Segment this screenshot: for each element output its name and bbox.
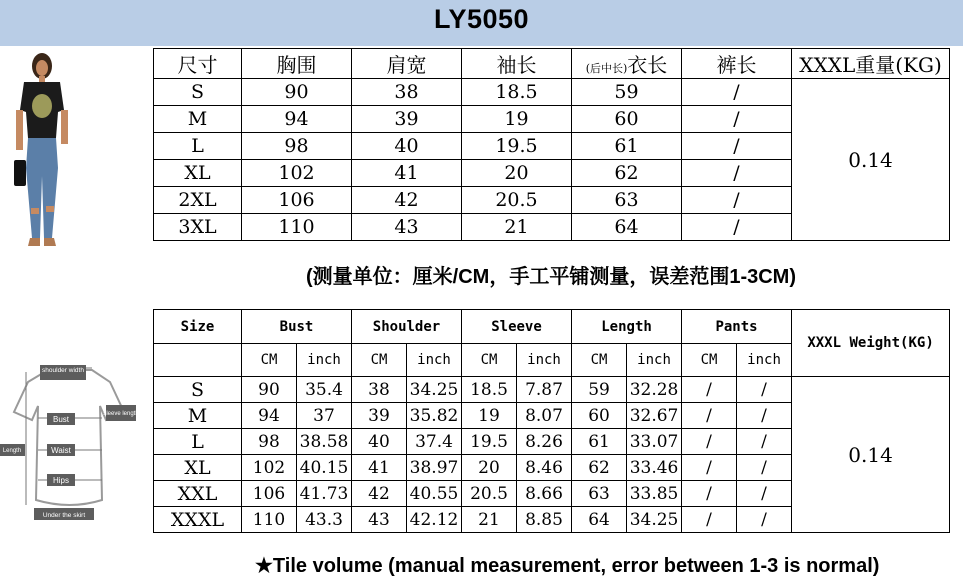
en-cell: / — [737, 481, 792, 507]
cn-header-bust: 胸围 — [242, 49, 352, 79]
en-cell: 60 — [572, 403, 627, 429]
en-cell: 7.87 — [517, 377, 572, 403]
en-cell: 35.4 — [297, 377, 352, 403]
en-subheader-empty — [154, 344, 242, 377]
en-cell: 63 — [572, 481, 627, 507]
en-cell: 42 — [352, 481, 407, 507]
en-cell-size: XL — [154, 455, 242, 481]
table-row — [154, 377, 950, 403]
cn-cell-length: 64 — [572, 214, 682, 241]
cn-header-pants: 裤长 — [682, 49, 792, 79]
cn-cell-size: 2XL — [154, 187, 242, 214]
en-cell-size: S — [154, 377, 242, 403]
en-cell: 41 — [352, 455, 407, 481]
diagram-length-label: Length — [2, 448, 22, 454]
en-cell: 20.5 — [462, 481, 517, 507]
en-cell: 32.67 — [627, 403, 682, 429]
cn-header-length-label: 衣长 — [627, 53, 668, 77]
page-title: LY5050 — [433, 4, 530, 34]
en-cell: / — [737, 429, 792, 455]
cn-cell-shoulder: 39 — [352, 106, 462, 133]
en-cell: 102 — [242, 455, 297, 481]
cn-cell-bust: 90 — [242, 79, 352, 106]
table-row — [154, 79, 950, 106]
en-header-size: Size — [154, 310, 242, 344]
en-cell: 43 — [352, 507, 407, 533]
en-cell: / — [682, 481, 737, 507]
en-cell: 39 — [352, 403, 407, 429]
en-cell: / — [737, 377, 792, 403]
cn-cell-bust: 94 — [242, 106, 352, 133]
cn-cell-size: XL — [154, 160, 242, 187]
en-cell: 33.85 — [627, 481, 682, 507]
en-header-sleeve: Sleeve — [462, 310, 572, 344]
en-cell: 8.26 — [517, 429, 572, 455]
en-cell-size: XXXL — [154, 507, 242, 533]
en-cell: / — [737, 455, 792, 481]
en-cell: 64 — [572, 507, 627, 533]
en-cell: 43.3 — [297, 507, 352, 533]
en-cell: / — [682, 507, 737, 533]
en-cell: / — [682, 403, 737, 429]
cn-cell-size: L — [154, 133, 242, 160]
diagram-shoulder-label: shoulder width — [42, 367, 84, 374]
cn-cell-length: 61 — [572, 133, 682, 160]
cn-cell-size: 3XL — [154, 214, 242, 241]
cn-cell-shoulder: 42 — [352, 187, 462, 214]
en-cell: 38.97 — [407, 455, 462, 481]
en-cell: 41.73 — [297, 481, 352, 507]
en-cell: 20 — [462, 455, 517, 481]
cn-cell-shoulder: 38 — [352, 79, 462, 106]
en-cell: 32.28 — [627, 377, 682, 403]
en-cell: / — [682, 429, 737, 455]
en-cell: 8.07 — [517, 403, 572, 429]
en-cell: 38 — [352, 377, 407, 403]
cn-cell-sleeve: 18.5 — [462, 79, 572, 106]
en-cell: 37 — [297, 403, 352, 429]
en-cell: / — [737, 403, 792, 429]
en-cell: 21 — [462, 507, 517, 533]
en-cell-size: M — [154, 403, 242, 429]
en-cell: 90 — [242, 377, 297, 403]
en-cell: 8.85 — [517, 507, 572, 533]
cn-cell-length: 60 — [572, 106, 682, 133]
en-cell: 8.46 — [517, 455, 572, 481]
cn-header-shoulder: 肩宽 — [352, 49, 462, 79]
en-cell: 34.25 — [627, 507, 682, 533]
cn-header-row — [154, 49, 950, 79]
en-cell: 38.58 — [297, 429, 352, 455]
en-header-weight: XXXL Weight(KG) — [792, 310, 950, 377]
en-cell: 19.5 — [462, 429, 517, 455]
cn-cell-length: 62 — [572, 160, 682, 187]
en-cell: 35.82 — [407, 403, 462, 429]
en-cell: 40.15 — [297, 455, 352, 481]
en-header-row — [154, 310, 950, 344]
en-cell: 110 — [242, 507, 297, 533]
en-header-length: Length — [572, 310, 682, 344]
en-sub-cm: CM — [352, 344, 407, 377]
cn-cell-sleeve: 20 — [462, 160, 572, 187]
size-chart-cn — [153, 48, 950, 241]
en-cell: 59 — [572, 377, 627, 403]
en-header-shoulder: Shoulder — [352, 310, 462, 344]
cn-cell-sleeve: 21 — [462, 214, 572, 241]
en-cell: 106 — [242, 481, 297, 507]
en-cell: 8.66 — [517, 481, 572, 507]
en-sub-inch: inch — [737, 344, 792, 377]
measurement-diagram — [0, 360, 140, 525]
cn-cell-pants: / — [682, 133, 792, 160]
en-cell: 42.12 — [407, 507, 462, 533]
cn-cell-bust: 106 — [242, 187, 352, 214]
en-sub-inch: inch — [517, 344, 572, 377]
size-chart-en — [153, 309, 950, 533]
cn-cell-length: 63 — [572, 187, 682, 214]
cn-cell-pants: / — [682, 106, 792, 133]
en-sub-cm: CM — [242, 344, 297, 377]
en-sub-cm: CM — [682, 344, 737, 377]
diagram-sleeve-label: sleeve length — [103, 411, 139, 417]
cn-cell-pants: / — [682, 214, 792, 241]
en-cell-size: L — [154, 429, 242, 455]
en-cell: 18.5 — [462, 377, 517, 403]
measurement-note: (测量单位：厘米/CM，手工平铺测量，误差范围1-3CM) — [306, 266, 796, 288]
cn-cell-sleeve: 19 — [462, 106, 572, 133]
en-cell-size: XXL — [154, 481, 242, 507]
cn-header-weight: XXXL重量(KG) — [792, 49, 950, 79]
diagram-hips-label: Hips — [52, 476, 70, 485]
en-cell: 33.46 — [627, 455, 682, 481]
model-photo — [6, 48, 82, 246]
en-sub-cm: CM — [572, 344, 627, 377]
cn-cell-pants: / — [682, 79, 792, 106]
diagram-bust-label: Bust — [52, 415, 70, 424]
en-sub-inch: inch — [297, 344, 352, 377]
cn-header-length — [572, 49, 682, 79]
cn-header-sleeve: 袖长 — [462, 49, 572, 79]
en-cell-weight: 0.14 — [792, 377, 950, 533]
cn-cell-bust: 102 — [242, 160, 352, 187]
en-cell: 33.07 — [627, 429, 682, 455]
cn-cell-size: M — [154, 106, 242, 133]
cn-cell-sleeve: 20.5 — [462, 187, 572, 214]
cn-header-length-prefix: (后中长) — [585, 62, 628, 75]
en-cell: / — [682, 455, 737, 481]
en-cell: 40 — [352, 429, 407, 455]
en-header-bust: Bust — [242, 310, 352, 344]
footer-note: ★Tile volume (manual measurement, error between 1-3 is normal) — [255, 555, 880, 577]
cn-cell-sleeve: 19.5 — [462, 133, 572, 160]
cn-cell-pants: / — [682, 187, 792, 214]
cn-cell-pants: / — [682, 160, 792, 187]
en-cell: 61 — [572, 429, 627, 455]
en-cell: 19 — [462, 403, 517, 429]
en-cell: 62 — [572, 455, 627, 481]
en-sub-inch: inch — [627, 344, 682, 377]
en-cell: / — [737, 507, 792, 533]
en-cell: 98 — [242, 429, 297, 455]
cn-cell-length: 59 — [572, 79, 682, 106]
cn-header-size: 尺寸 — [154, 49, 242, 79]
en-cell: / — [682, 377, 737, 403]
diagram-under-label: Under the skirt — [42, 512, 86, 519]
cn-cell-bust: 110 — [242, 214, 352, 241]
en-cell: 40.55 — [407, 481, 462, 507]
en-cell: 37.4 — [407, 429, 462, 455]
en-sub-inch: inch — [407, 344, 462, 377]
cn-cell-shoulder: 43 — [352, 214, 462, 241]
cn-cell-weight: 0.14 — [792, 79, 950, 241]
cn-cell-bust: 98 — [242, 133, 352, 160]
diagram-waist-label: Waist — [51, 446, 71, 455]
cn-cell-shoulder: 40 — [352, 133, 462, 160]
en-cell: 94 — [242, 403, 297, 429]
en-header-pants: Pants — [682, 310, 792, 344]
cn-cell-size: S — [154, 79, 242, 106]
cn-cell-shoulder: 41 — [352, 160, 462, 187]
en-sub-cm: CM — [462, 344, 517, 377]
en-cell: 34.25 — [407, 377, 462, 403]
